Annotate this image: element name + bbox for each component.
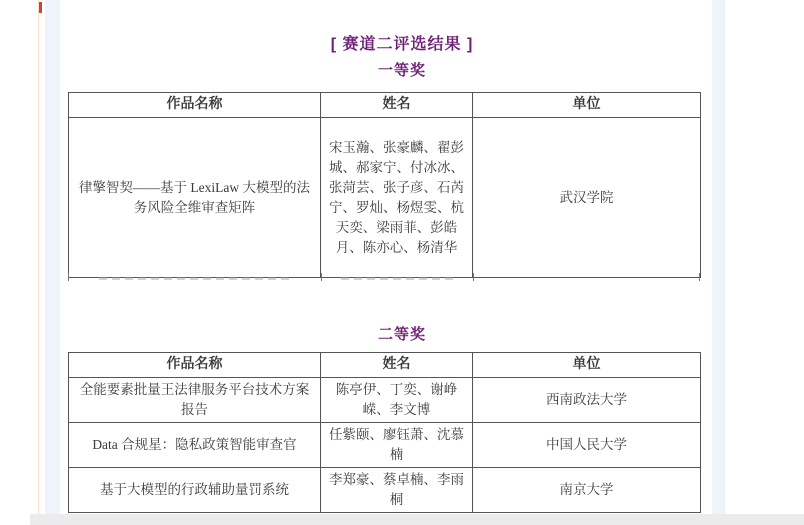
table-header-row	[69, 353, 701, 378]
page-title: [ 赛道二评选结果 ]	[330, 36, 474, 53]
cut-off-text-fragment	[341, 277, 456, 280]
cell-work-title: 基于大模型的行政辅助量罚系统	[69, 468, 321, 513]
cell-names: 李郑豪、蔡卓楠、李雨桐	[321, 468, 473, 513]
column-header-names: 姓名	[321, 353, 473, 378]
table-row	[69, 423, 701, 468]
cell-names: 任紫颐、廖钰萧、沈慕楠	[321, 423, 473, 468]
section-heading-first-prize: 一等奖	[377, 62, 426, 79]
column-header-unit: 单位	[473, 93, 701, 118]
cut-off-text-fragment	[99, 277, 294, 280]
cell-unit: 中国人民大学	[473, 423, 701, 468]
cell-work-title: 律擎智契——基于 LexiLaw 大模型的法务风险全维审查矩阵	[69, 118, 321, 278]
second-prize-table	[68, 352, 701, 513]
table-row	[69, 468, 701, 513]
column-header-work: 作品名称	[69, 93, 321, 118]
cell-work-title: 全能要素批量王法律服务平台技术方案报告	[69, 378, 321, 423]
table-row	[69, 118, 701, 278]
column-header-work: 作品名称	[69, 353, 321, 378]
table-divider	[321, 273, 322, 281]
cell-names: 陈亭伊、丁奕、谢峥嵘、李文博	[321, 378, 473, 423]
cell-unit: 武汉学院	[473, 118, 701, 278]
cell-unit: 西南政法大学	[473, 378, 701, 423]
first-prize-table	[68, 92, 701, 278]
cell-unit: 南京大学	[473, 468, 701, 513]
bottom-page-band	[30, 514, 804, 525]
red-cursor-mark	[39, 2, 42, 13]
table-divider	[473, 273, 474, 281]
table-header-row	[69, 93, 701, 118]
section-heading-second-prize: 二等奖	[377, 326, 426, 343]
table-row	[69, 378, 701, 423]
column-header-unit: 单位	[473, 353, 701, 378]
clipped-table-row-artifact	[68, 273, 700, 281]
cell-work-title: Data 合规星：隐私政策智能审查官	[69, 423, 321, 468]
column-header-names: 姓名	[321, 93, 473, 118]
cell-names: 宋玉瀚、张豪麟、翟彭城、郝家宁、付冰冰、张菏芸、张子彦、石芮宁、罗灿、杨煜雯、杭天奕、梁雨菲、彭皓月、陈亦心、杨清华	[321, 118, 473, 278]
